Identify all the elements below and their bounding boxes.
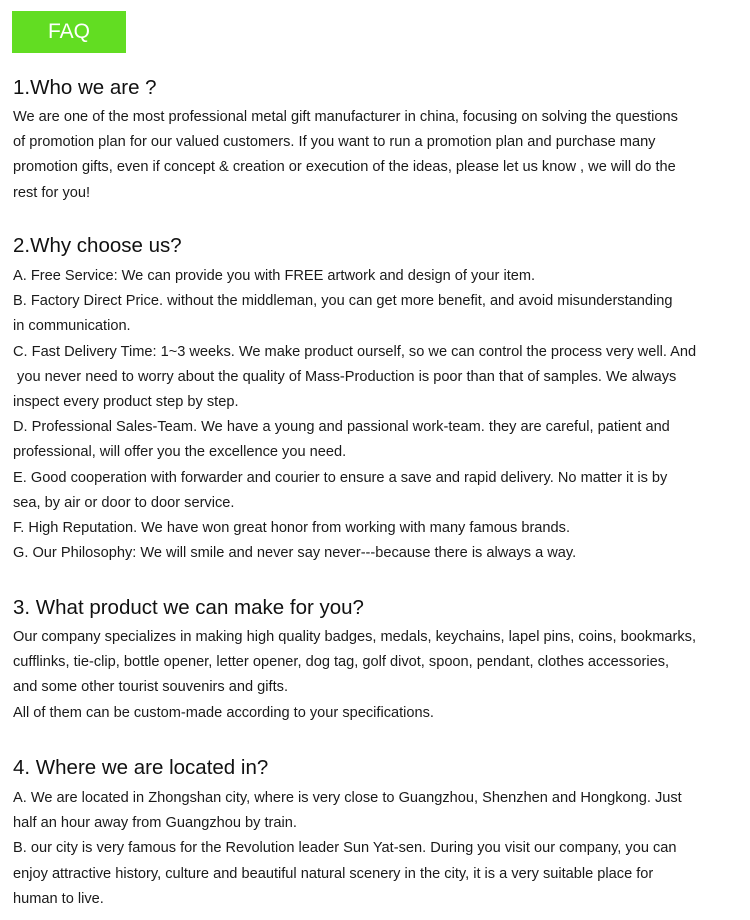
text-line: sea, by air or door to door service.: [13, 494, 235, 511]
text-line: of promotion plan for our valued customers. If you want to run a promotion plan and purchase many: [13, 134, 656, 151]
faq-banner: FAQ: [12, 11, 126, 53]
section-body: [13, 786, 682, 912]
section-why-choose-us: [13, 234, 697, 562]
text-line: rest for you!: [13, 184, 91, 201]
text-line: D. Professional Sales-Team. We have a young and passional work-team. they are careful, patient and: [13, 419, 670, 436]
text-line: cufflinks, tie-clip, bottle opener, letter opener, dog tag, golf divot, spoon, pendant, clothes accessories,: [13, 654, 670, 671]
section-title: 3. What product we can make for you?: [13, 596, 364, 619]
text-line: We are one of the most professional metal gift manufacturer in china, focusing on solving the questions: [13, 109, 678, 125]
text-line: All of them can be custom-made according to your specifications.: [13, 704, 434, 721]
text-line: in communication.: [13, 318, 131, 335]
section-body: [13, 264, 696, 566]
text-line: B. our city is very famous for the Revolution leader Sun Yat-sen. During you visit our company, you can: [13, 840, 677, 857]
section-title: 2.Why choose us?: [13, 234, 182, 257]
text-line: you never need to worry about the quality of Mass-Production is poor than that of samples. We always: [13, 368, 677, 385]
text-line: A. We are located in Zhongshan city, where is very close to Guangzhou, Shenzhen and Hongkong. Just: [13, 790, 682, 806]
section-products: [13, 596, 697, 721]
text-line: Our company specializes in making high quality badges, medals, keychains, lapel pins, coins, bookmarks,: [13, 629, 697, 645]
text-line: C. Fast Delivery Time: 1~3 weeks. We make product ourself, so we can control the process very well. And: [13, 343, 697, 360]
text-line: B. Factory Direct Price. without the middleman, you can get more benefit, and avoid misunderstanding: [13, 293, 673, 310]
text-line: human to live.: [13, 890, 104, 907]
text-line: inspect every product step by step.: [13, 394, 239, 411]
text-line: E. Good cooperation with forwarder and courier to ensure a save and rapid delivery. No matter it is by: [13, 469, 668, 486]
section-body: [13, 105, 678, 206]
text-line: F. High Reputation. We have won great honor from working with many famous brands.: [13, 520, 570, 537]
text-line: professional, will offer you the excellence you need.: [13, 444, 347, 461]
section-body: [13, 625, 696, 726]
section-title: 4. Where we are located in?: [13, 756, 269, 779]
text-line: and some other tourist souvenirs and gifts.: [13, 679, 288, 696]
text-line: promotion gifts, even if concept & creation or execution of the ideas, please let us know , we will do the: [13, 159, 676, 176]
section-location: [13, 756, 682, 907]
section-who-we-are: [13, 76, 678, 201]
text-line: half an hour away from Guangzhou by train.: [13, 815, 297, 832]
section-title: 1.Who we are ?: [13, 76, 157, 99]
text-line: enjoy attractive history, culture and beautiful natural scenery in the city, it is a very suitable place for: [13, 865, 654, 882]
text-line: G. Our Philosophy: We will smile and never say never---because there is always a way.: [13, 545, 577, 562]
text-line: A. Free Service: We can provide you with FREE artwork and design of your item.: [13, 268, 536, 284]
